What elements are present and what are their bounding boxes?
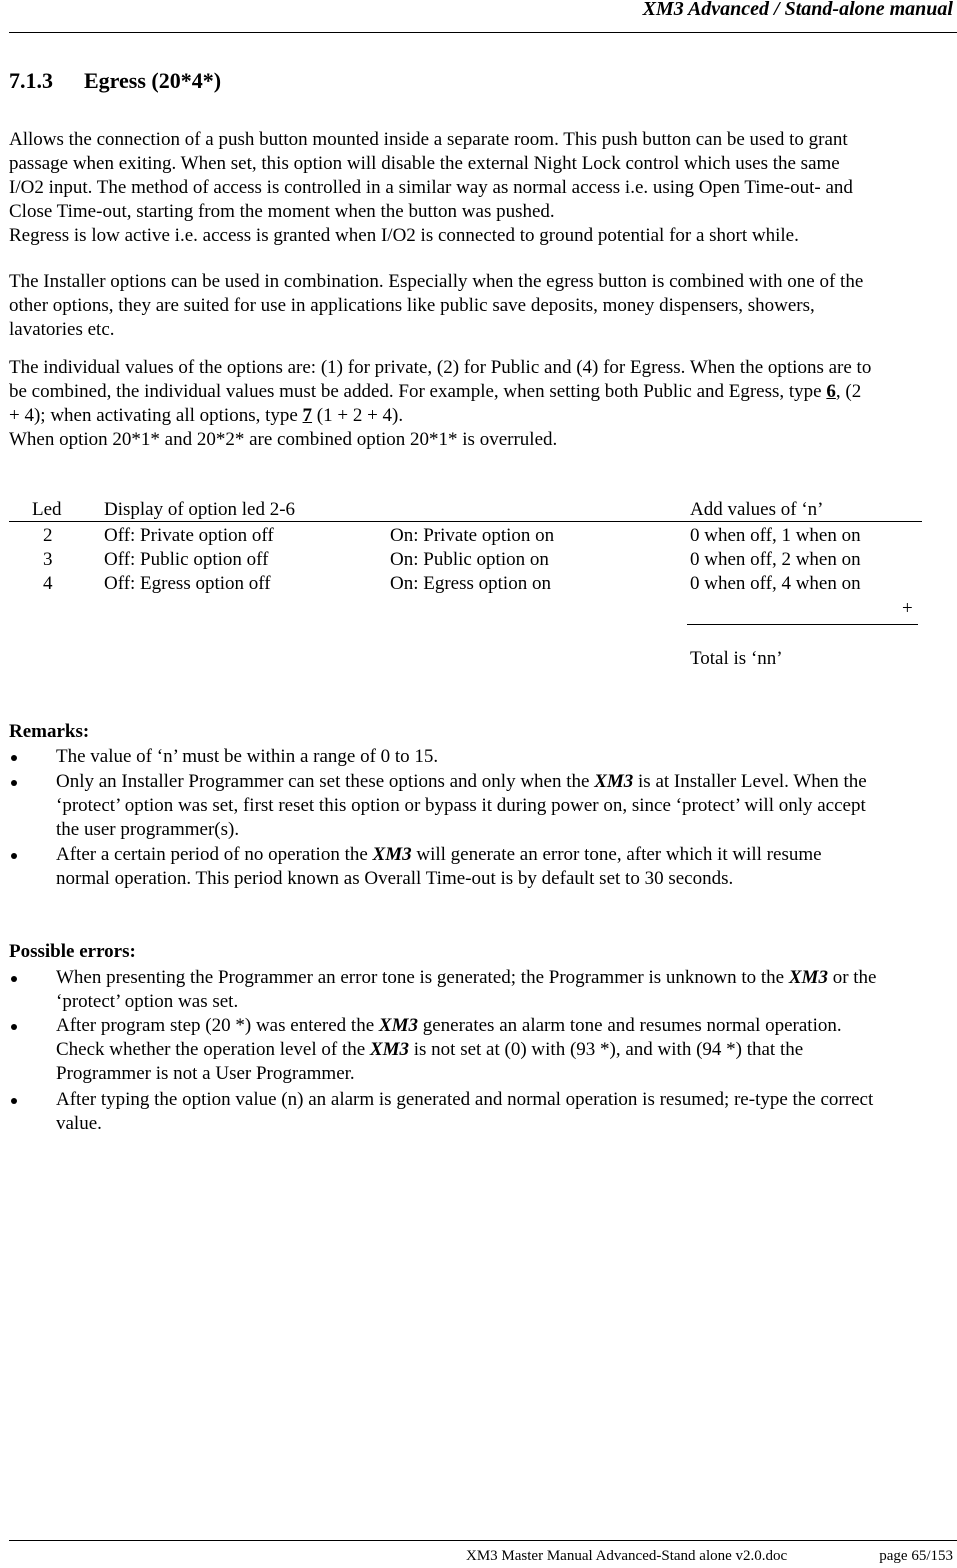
list-item: The value of ‘n’ must be within a range of 0 to 15. <box>56 746 439 767</box>
table-row-off: Off: Private option off <box>104 525 274 546</box>
remarks-heading: Remarks: <box>9 721 90 742</box>
values-line: The individual values of the options are: (1) for private, (2) for Public and (4) for Egress. When the options are to <box>9 357 872 378</box>
header-rule <box>9 32 957 33</box>
table-header-add: Add values of ‘n’ <box>690 499 824 520</box>
list-item: After typing the option value (n) an alarm is generated and normal operation is resumed; re-type the correct value. <box>56 1089 874 1134</box>
table-row-on: On: Egress option on <box>390 573 551 594</box>
product-name: XM3 <box>378 1015 418 1036</box>
running-header-title: XM3 Advanced / Stand-alone manual <box>642 0 953 20</box>
footer-rule <box>9 1540 957 1541</box>
values-line: be combined, the individual values must be added. For example, when setting both Public and Egress, type 6, (2 <box>9 381 862 402</box>
values-paragraph <box>9 356 955 452</box>
sum-plus-sign: + <box>902 598 913 619</box>
intro-line: passage when exiting. When set, this option will disable the external Night Lock control which uses the same <box>9 153 840 174</box>
combination-line: The Installer options can be used in combination. Especially when the egress button is combined with one of the <box>9 271 864 292</box>
product-name: XM3 <box>788 967 828 988</box>
footer-page-number: page 65/153 <box>879 1548 953 1564</box>
list-item: After program step (20 *) was entered the XM3 generates an alarm tone and resumes normal operation. Check whether the operation level of the XM3 is not set at (0) with (93 *), and with (94 *) that the Programmer is not a User Programmer. <box>56 1015 842 1084</box>
sum-rule <box>687 624 918 625</box>
intro-line: Allows the connection of a push button mounted inside a separate room. This push button can be used to grant <box>9 129 848 150</box>
table-row-value: 0 when off, 1 when on <box>690 525 861 546</box>
errors-heading: Possible errors: <box>9 941 136 962</box>
table-row-on: On: Private option on <box>390 525 555 546</box>
product-name: XM3 <box>372 844 412 865</box>
list-item: When presenting the Programmer an error tone is generated; the Programmer is unknown to the XM3 or the ‘protect’ option was set. <box>56 967 877 1012</box>
section-title: Egress (20*4*) <box>84 68 222 93</box>
table-row-value: 0 when off, 2 when on <box>690 549 861 570</box>
table-row-value: 0 when off, 4 when on <box>690 573 861 594</box>
table-row-led: 4 <box>43 573 53 594</box>
combination-line: other options, they are suited for use in applications like public save deposits, money dispensers, showers, <box>9 295 815 316</box>
table-header-display: Display of option led 2-6 <box>104 499 296 520</box>
table-row-led: 2 <box>43 525 53 546</box>
intro-paragraph <box>9 128 955 248</box>
table-row-led: 3 <box>43 549 53 570</box>
section-heading <box>9 69 221 93</box>
footer-document-name: XM3 Master Manual Advanced-Stand alone v2.0.doc <box>466 1548 788 1564</box>
product-name: XM3 <box>594 771 634 792</box>
section-number: 7.1.3 <box>9 68 53 93</box>
table-row-on: On: Public option on <box>390 549 549 570</box>
table-row-off: Off: Public option off <box>104 549 269 570</box>
values-line: When option 20*1* and 20*2* are combined option 20*1* is overruled. <box>9 429 558 450</box>
intro-line: Close Time-out, starting from the moment when the button was pushed. <box>9 201 555 222</box>
intro-line: I/O2 input. The method of access is controlled in a similar way as normal access i.e. using Open Time-out- and <box>9 177 853 198</box>
combination-line: lavatories etc. <box>9 319 115 340</box>
sum-total: Total is ‘nn’ <box>690 648 783 669</box>
table-header-rule <box>9 521 922 522</box>
intro-line: Regress is low active i.e. access is granted when I/O2 is connected to ground potential for a short while. <box>9 225 799 246</box>
list-item: After a certain period of no operation the XM3 will generate an error tone, after which it will resume normal operation. This period known as Overall Time-out is by default set to 30 seconds. <box>56 844 822 889</box>
table-row-off: Off: Egress option off <box>104 573 271 594</box>
product-name: XM3 <box>369 1039 409 1060</box>
value-six: 6 <box>826 381 836 402</box>
table-header-led: Led <box>32 499 62 520</box>
value-seven: 7 <box>302 405 313 426</box>
list-item: Only an Installer Programmer can set these options and only when the XM3 is at Installer Level. When the ‘protect’ option was set, first reset this option or bypass it during power on, since ‘protect’ will only accept the user programmer(s). <box>56 771 867 840</box>
values-line: + 4); when activating all options, type 7 (1 + 2 + 4). <box>9 405 404 426</box>
combination-paragraph <box>9 270 955 342</box>
